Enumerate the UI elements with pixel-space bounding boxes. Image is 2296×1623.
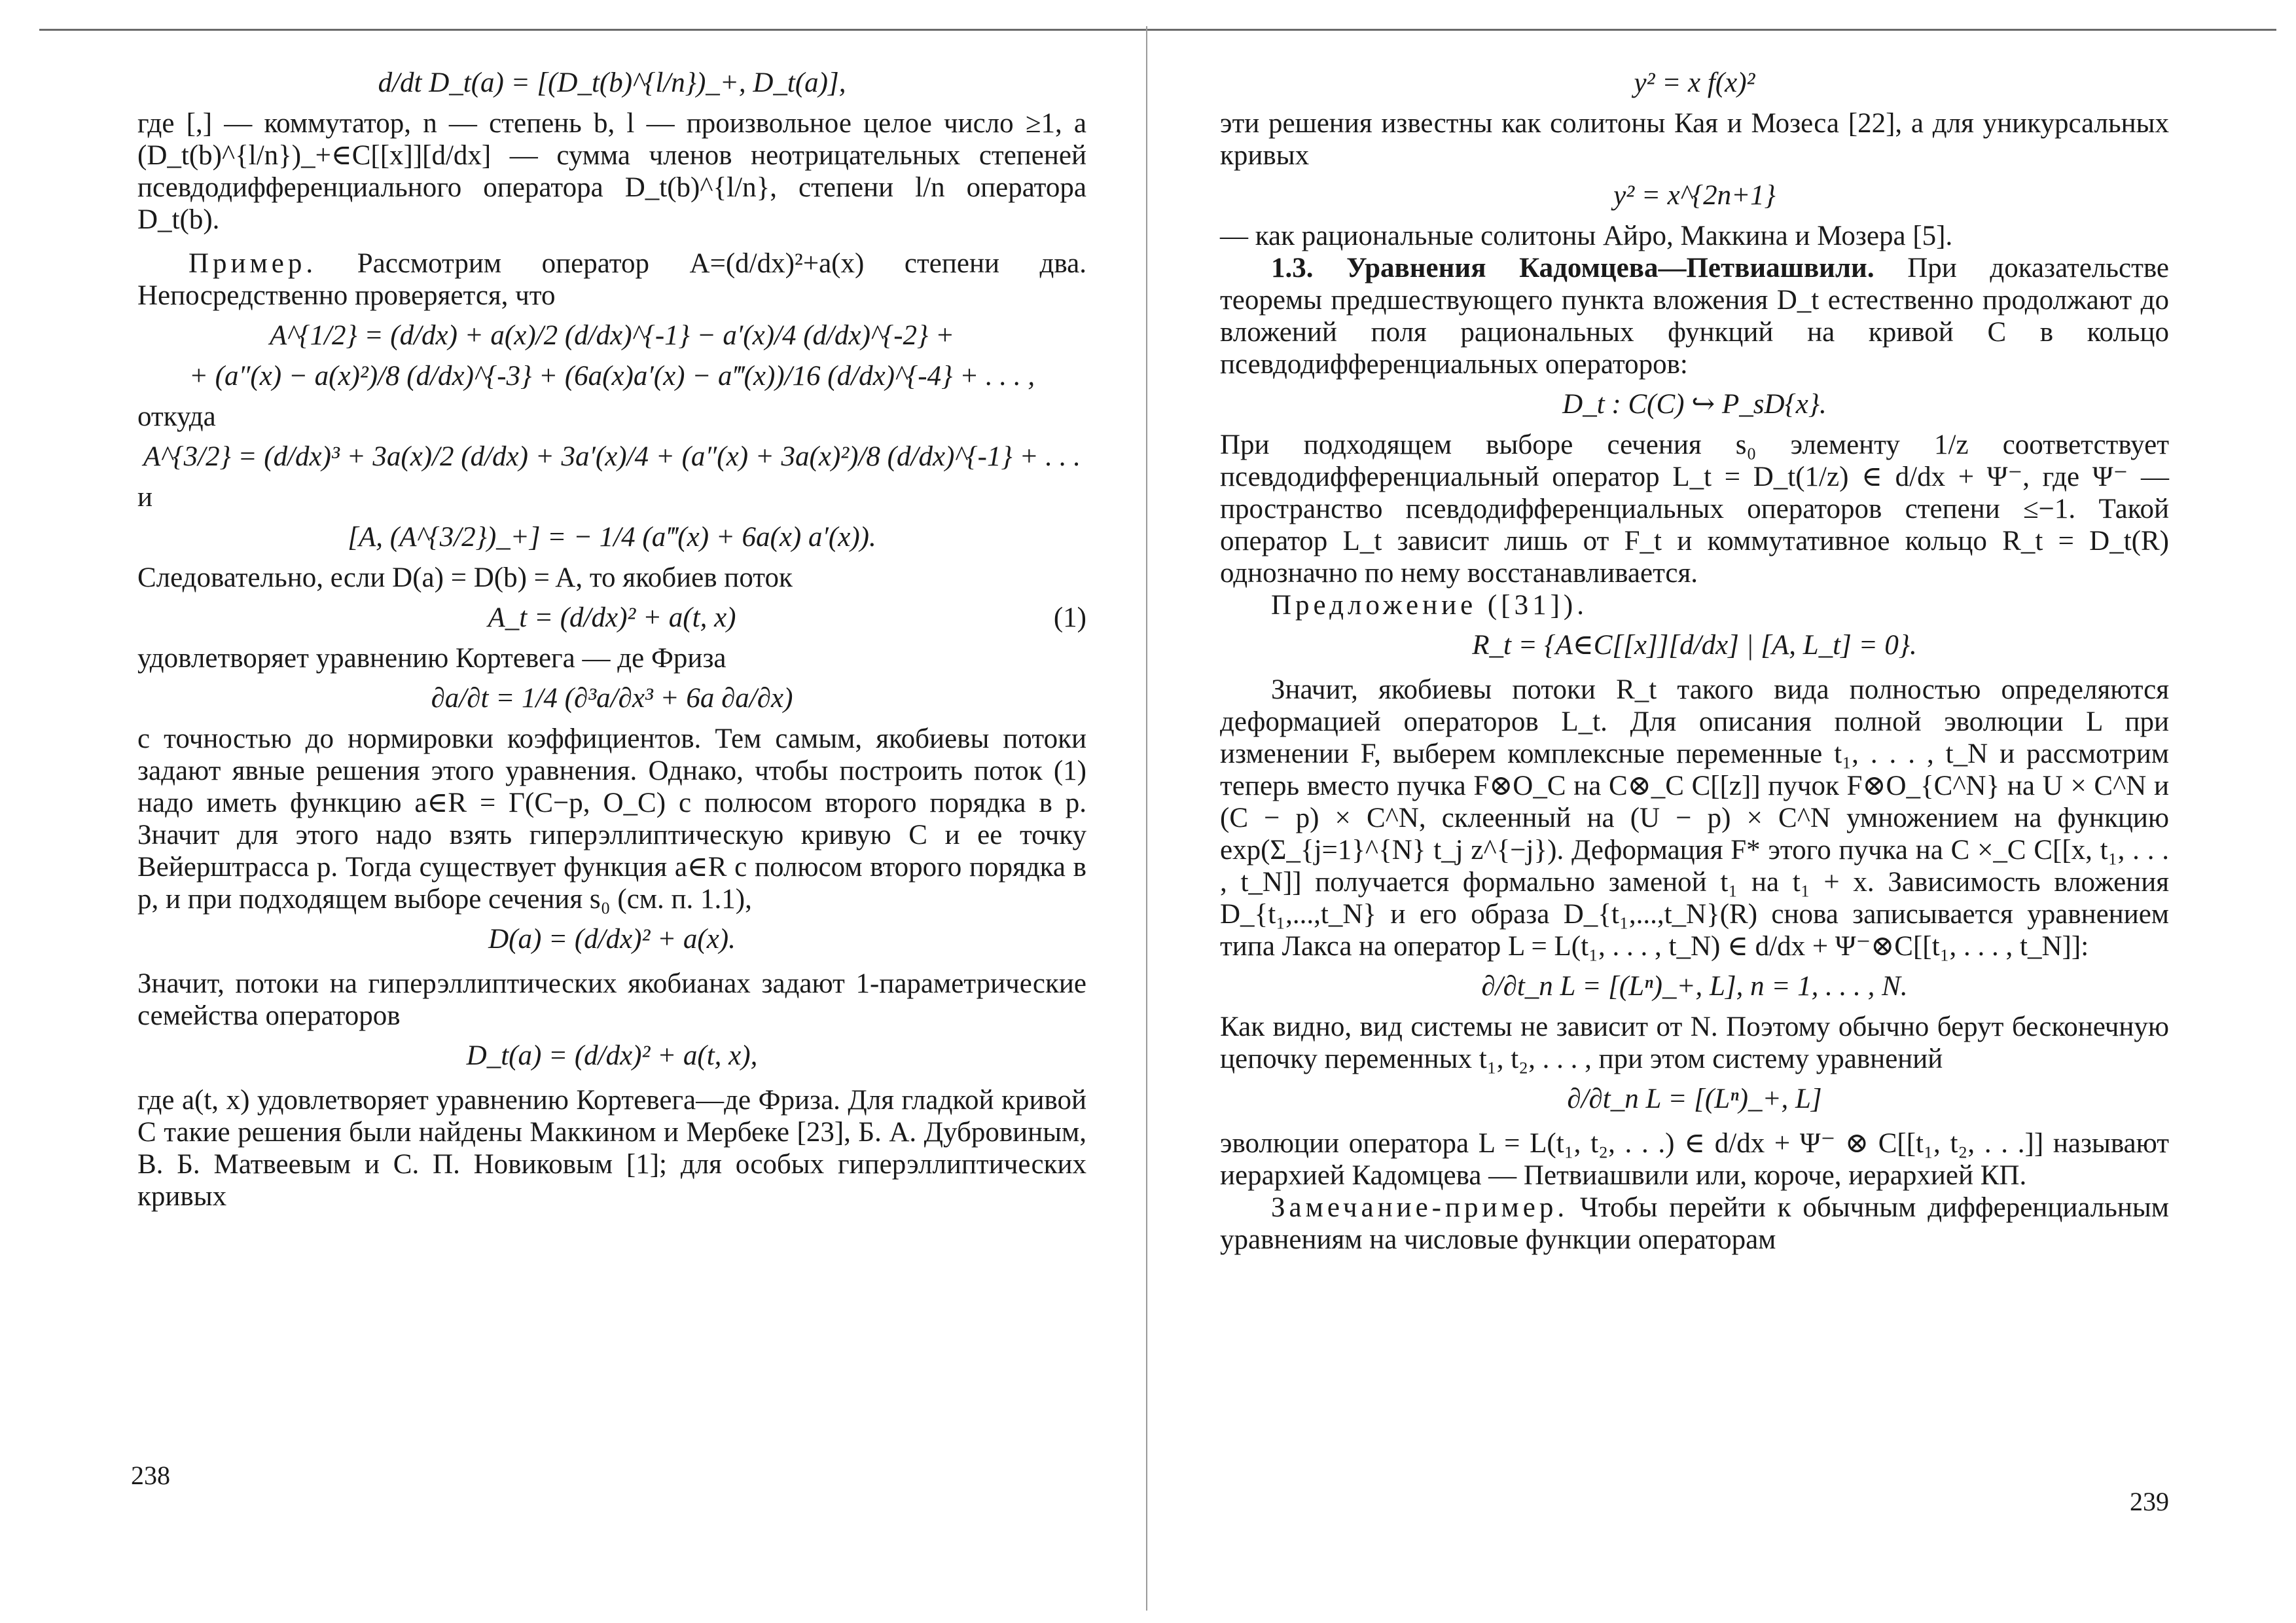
example-label: Пример. bbox=[188, 248, 317, 279]
right-page-text bbox=[1220, 59, 2169, 1256]
paragraph: эволюции оператора L = L(t₁, t₂, . . .) ∈ d/dx + Ψ⁻ ⊗ C[[t₁, t₂, . . .]] называют иерархией Кадомцева — Петвиашвили или, короче, иерархией КП. bbox=[1220, 1128, 2169, 1191]
paragraph: откуда bbox=[137, 401, 216, 432]
paragraph: где [,] — коммутатор, n — степень b, l — произвольное целое число ≥1, а (D_t(b)^{l/n})_+∈C[[x]][d/dx] — сумма членов неотрицательных степеней псевдодифференциального оператора D_t(b)^{l/n}, степени l/n оператора D_t(b). bbox=[137, 108, 1086, 235]
equation: d/dt D_t(a) = [(D_t(b)^{l/n})_+, D_t(a)], bbox=[378, 67, 846, 98]
equation: y² = x f(x)² bbox=[1634, 67, 1755, 98]
paragraph: где a(t, x) удовлетворяет уравнению Кортевега—де Фриза. Для гладкой кривой C такие решения были найдены Маккином и Мербеке [23], Б. А. Дубровиным, В. Б. Матвеевым и С. П. Новиковым [1]; для особых гиперэллиптических кривых bbox=[137, 1085, 1086, 1212]
paragraph: удовлетворяет уравнению Кортевега — де Фриза bbox=[137, 643, 726, 674]
equation: D(a) = (d/dx)² + a(x). bbox=[488, 924, 736, 955]
equation: A^{1/2} = (d/dx) + a(x)/2 (d/dx)^{-1} − a′(x)/4 (d/dx)^{-2} + bbox=[269, 320, 955, 351]
paragraph: При подходящем выборе сечения s₀ элементу 1/z соответствует псевдодифференциальный оператор L_t = D_t(1/z) ∈ d/dx + Ψ⁻, где Ψ⁻ — пространство псевдодифференциальных операторов степени ≤−1. Такой оператор L_t зависит лишь от F_t и коммутативное кольцо R_t = D_t(R) однозначно по нему восстанавливается. bbox=[1220, 429, 2169, 589]
equation: R_t = {A∈C[[x]][d/dx] | [A, L_t] = 0}. bbox=[1472, 630, 1917, 661]
equation: ∂/∂t_n L = [(Lⁿ)_+, L] bbox=[1567, 1084, 1822, 1114]
right-page bbox=[1148, 0, 2296, 1623]
equation: D_t : C(C) ↪ P_sD{x}. bbox=[1562, 389, 1827, 420]
equation: A^{3/2} = (d/dx)³ + 3a(x)/2 (d/dx) + 3a′(x)/4 + (a″(x) + 3a(x)²)/8 (d/dx)^{-1} + . . . bbox=[143, 441, 1081, 472]
paragraph bbox=[137, 247, 1086, 312]
paragraph: Следовательно, если D(a) = D(b) = A, то якобиев поток bbox=[137, 562, 793, 593]
paragraph: Значит, якобиевы потоки R_t такого вида полностью определяются деформацией операторов L_t. Для описания полной эволюции L при изменении F, выберем комплексные переменные t₁, . . . , t_N и рассмотрим теперь вместо пучка F⊗O_C на C⊗_C C[[z]] пучок F⊗O_{C^N} на U × C^N и (C − p) × C^N, склеенный на (U − p) × C^N умножением на функцию exp(Σ_{j=1}^{N} t_j z^{−j}). Деформация F* этого пучка на C ×_C C[[x, t₁, . . . , t_N]] получается формально заменой t₁ на t₁ + x. Зависимость вложения D_{t₁,...,t_N} и его образа D_{t₁,...,t_N}(R) снова записывается уравнением типа Лакса на оператор L = L(t₁, . . . , t_N) ∈ d/dx + Ψ⁻⊗C[[t₁, . . . , t_N]]: bbox=[1220, 674, 2169, 962]
equation: y² = x^{2n+1} bbox=[1613, 180, 1776, 211]
equation-numbered bbox=[137, 602, 1086, 634]
paragraph-text: Рассмотрим оператор A=(d/dx)²+a(x) степени два. Непосредственно проверяется, что bbox=[137, 248, 1087, 311]
paragraph: и bbox=[137, 482, 153, 513]
paragraph bbox=[1220, 252, 2169, 380]
paragraph: Значит, потоки на гиперэллиптических якобианах задают 1-параметрические семейства операторов bbox=[137, 968, 1086, 1031]
paragraph: Как видно, вид системы не зависит от N. Поэтому обычно берут бесконечную цепочку переменных t₁, t₂, . . . , при этом систему уравнений bbox=[1220, 1012, 2169, 1074]
paragraph-text: Чтобы перейти к обычным дифференциальным уравнениям на числовые функции операторам bbox=[1220, 1192, 2169, 1255]
paragraph bbox=[1220, 589, 2169, 621]
paragraph: — как рациональные солитоны Айро, Маккина и Мозера [5]. bbox=[1220, 221, 1953, 251]
remark-label: Замечание-пример. bbox=[1271, 1192, 1569, 1223]
equation-number: (1) bbox=[1053, 602, 1086, 633]
equation: + (a″(x) − a(x)²)/8 (d/dx)^{-3} + (6a(x)a′(x) − a‴(x))/16 (d/dx)^{-4} + . . . , bbox=[188, 361, 1035, 392]
paragraph: эти решения известны как солитоны Кая и Мозеса [22], а для уникурсальных кривых bbox=[1220, 108, 2169, 171]
proposition-label: Предложение ([31]). bbox=[1271, 590, 1588, 621]
left-page-text bbox=[137, 59, 1086, 1213]
paragraph: с точностью до нормировки коэффициентов. Тем самым, якобиевы потоки задают явные решения этого уравнения. Однако, чтобы построить поток (1) надо иметь функцию a∈R = Γ(C−p, O_C) с полюсом второго порядка в p. Значит для этого надо взять гиперэллиптическую кривую C и ее точку Вейерштрасса p. Тогда существует функция a∈R с полюсом второго порядка в p, и при подходящем выборе сечения s₀ (см. п. 1.1), bbox=[137, 723, 1086, 915]
equation: ∂/∂t_n L = [(Lⁿ)_+, L], n = 1, . . . , N. bbox=[1481, 971, 1908, 1002]
paragraph-text: При доказательстве теоремы предшествующего пункта вложения D_t естественно продолжают до вложений поля рациональных функций на кривой C в кольцо псевдодифференциальных операторов: bbox=[1220, 253, 2170, 380]
page-number: 239 bbox=[2130, 1487, 2169, 1516]
page-number: 238 bbox=[131, 1461, 170, 1490]
equation-body: A_t = (d/dx)² + a(t, x) bbox=[488, 602, 736, 633]
equation: [A, (A^{3/2})_+] = − 1/4 (a‴(x) + 6a(x) a′(x)). bbox=[348, 522, 876, 553]
equation: ∂a/∂t = 1/4 (∂³a/∂x³ + 6a ∂a/∂x) bbox=[431, 683, 793, 714]
paragraph bbox=[1220, 1192, 2169, 1256]
section-heading: 1.3. Уравнения Кадомцева—Петвиашвили. bbox=[1271, 253, 1874, 283]
equation: D_t(a) = (d/dx)² + a(t, x), bbox=[466, 1040, 758, 1071]
